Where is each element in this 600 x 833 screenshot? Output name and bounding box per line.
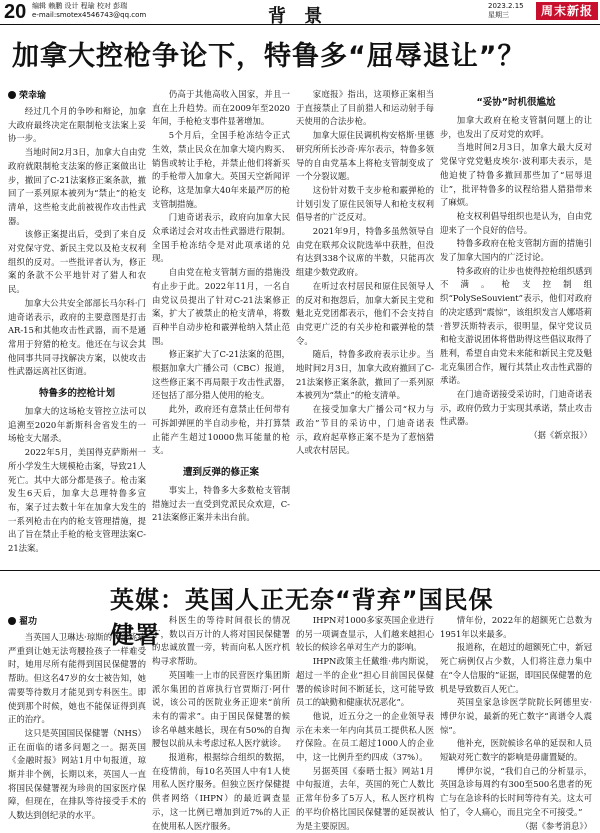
paragraph: 自由党在枪支管制方面的措施没有止步于此。2022年11月，一名自由党议员提出了针对C-21法案修正案，扩大了被禁止的枪支清单，将数百种半自动步枪和霰弹枪纳入禁止范围。 bbox=[152, 267, 290, 346]
paper-logo: 周末新报 bbox=[536, 2, 598, 20]
paragraph: 英国唯一上市的民营医疗集团斯派尔集团的首席执行官贾斯汀·阿什说，该公司的医院业务正迎来“前所未有的需求”。由于国民保健署的候诊名单越来越长，现在有50%的自掏腰包以前从未考虑过私人医疗就诊。 bbox=[152, 669, 290, 749]
page-number: 20 bbox=[4, 1, 27, 23]
paragraph: 加拿大原住民调机构安格斯·里德研究所所长沙奇·库尔表示，特鲁多领导的自由党基本上将枪支管制变成了一个分裂议题。 bbox=[296, 130, 434, 182]
article2-author: 翟功 bbox=[19, 617, 38, 627]
paragraph: 2022年5月，美国得克萨斯州一所小学发生大规模枪击案，导致21人死亡。其中大部分都是孩子。枪击案发生6天后，加拿大总理特鲁多宣布，案子过去数十年在加拿大发生的一系列枪击在内的枪支管理措施，提出了旨在禁止手枪的枪支管理法案C-21法案。 bbox=[8, 447, 146, 554]
email-line: e-mail:smotex4546743@qq.com bbox=[32, 11, 147, 19]
article1-headline: 加拿大控枪争论下，特鲁多“屈辱退让”？ bbox=[12, 41, 526, 72]
paragraph: 修正案扩大了C-21法案的范围，根据加拿大广播公司（CBC）报道，这些修正案不再局限于攻击性武器，还包括了部分猎人使用的枪支。 bbox=[152, 349, 290, 401]
paragraph: 事实上，特鲁多大多数枪支管制措施过去一直受到党派民众欢迎，C-21法案修正案并未出台前。 bbox=[152, 484, 290, 523]
byline-bullet-icon bbox=[8, 617, 16, 625]
article1-source: （据《新京报》） bbox=[529, 430, 592, 441]
paragraph: 家庭报》指出，这项修正案相当于直接禁止了目前猎人和运动射手每天使用的合法步枪。 bbox=[296, 89, 434, 127]
paragraph: 该修正案提出后，受到了来自反对党保守党、新民主党以及枪支权利组织的反对。一些批评者认为，修正案的条款不公平地针对了猎人和农民。 bbox=[8, 229, 146, 295]
paragraph: 5个月后，全国手枪冻结令正式生效，禁止民众在加拿大境内购买、销售或转让手枪，并禁止他们将新买的手枪带入加拿大。英国天空新闻评论称，这是加拿大40年来最严厉的枪支管制措施。 bbox=[152, 130, 290, 209]
paragraph: 特多政府的让步也使得控枪组织感到不满。枪支控制组织“PolySeSouvient”表示，他们对政府的决定感到“震惊”，该组织发言人娜塔莉·普罗沃斯特表示，很明显，保守党议员和枪支游说团体将借助得这些倡议取得了胜利，希望自由党未来能和新民主党及魁北克集团合作，履行其禁止攻击性武器的承诺。 bbox=[440, 265, 592, 386]
weekday: 星期三 bbox=[488, 11, 509, 19]
section-title: 背 景 bbox=[268, 6, 329, 27]
paragraph: 2021年9月，特鲁多虽然领导自由党在联邦众议院选举中获胜，但没有达到338个议席的半数，只能再次组建少数党政府。 bbox=[296, 226, 434, 278]
paragraph: 此外，政府还有意禁止任何带有可拆卸弹匣的半自动步枪，并打算禁止能产生超过10000焦耳能量的枪支。 bbox=[152, 404, 290, 456]
paragraph: 当地时间2月3日，加拿大最大反对党保守党党魁皮埃尔·波利耶夫表示，是他迫使了特鲁多撤回那些加了“屈辱退让”，批评特鲁多的议程给猎人猎猎带来了麻烦。 bbox=[440, 142, 592, 208]
paragraph: 加拿大政府在枪支管制问题上的让步，也发出了反对党的欢呼。 bbox=[440, 115, 592, 139]
article1-column-1 bbox=[8, 88, 146, 564]
article2-headline: 英媒：英国人正无奈“背弃”国民保健署 bbox=[110, 586, 494, 649]
article1-column-2 bbox=[152, 88, 290, 564]
paragraph: 博伊尔说，“我们自己的分析显示，英国急诊每周约有300至500名患者的死亡与在急诊科的长时间等待有关。这太可怕了，令人痛心，而且完全不可接受。” bbox=[440, 765, 592, 817]
paragraph: 加拿大的这场枪支管控立法可以追溯至2020年新斯科舍省发生的一场枪支大屠杀。 bbox=[8, 406, 146, 444]
paragraph: 当英国人卫琳达·琼斯的背部疼痛严重到让她无法弯腰捡孩子一样难受时，她用尽所有能得到国民保健署的帮助。但这名47岁的女士被告知，她需要等待数月才能见到专科医生。即使到那个时候，她也不能保证得到真正的治疗。 bbox=[8, 632, 146, 725]
paragraph: 报道称，在超过的超额死亡中，新冠死亡病例仅占少数，人们将注意力集中在“令人信服的”证据，即国民保健署的危机是导致数百人死亡。 bbox=[440, 642, 592, 694]
paragraph: 仍高于其他高收入国家，并且一直在上升趋势。而在2009年至2020年间，手枪枪支事件显著增加。 bbox=[152, 89, 290, 127]
date-info bbox=[488, 2, 524, 20]
paragraph: 当地时间2月3日，加拿大自由党政府就限制枪支法案的修正案做出让步，撤回了C-21法案修正案条款，撤回了一系列原本被列为“禁止”的枪支清单，这些枪支此前被视作攻击性武器。 bbox=[8, 147, 146, 226]
article2-column-1 bbox=[8, 614, 146, 822]
paragraph: 报道称，根据综合组织的数据，在疫情前，每10名英国人中有1人使用私人医疗服务。但独立医疗保健提供者网络（IHPN）的最近调查显示，这一比例已增加到近7%的人正在使用私人医疗服务。 bbox=[152, 752, 290, 831]
paragraph: 加拿大公共安全部部长马尔科·门迪奇诺表示，政府的主要意图是打击AR-15和其他攻击性武器，而不是通常用于狩猎的枪支。他还在与议会其他同事共同寻找解决方案，以使攻击性武器远离社区街道。 bbox=[8, 297, 146, 377]
editors-line: 编辑 赖鹏 设计 程瑜 校对 彭瑞 bbox=[32, 2, 128, 10]
article1-byline bbox=[8, 88, 146, 101]
paragraph: 英国皇家急诊医学院院长阿德里安·博伊尔说，最新的死亡数字“离谱令人震惊”。 bbox=[440, 697, 592, 735]
paragraph: 随后，特鲁多政府表示让步。当地时间2月3日，加拿大政府撤回了C-21法案修正案条款，撤回了一系列原本被列为“禁止”的枪支清单。 bbox=[296, 349, 434, 401]
paragraph: 特鲁多政府在枪支管制方面的措施引发了加拿大国内的广泛讨论。 bbox=[440, 238, 592, 263]
article1-column-4 bbox=[440, 88, 592, 564]
article2-source: （据《参考消息》） bbox=[520, 820, 592, 831]
article1-author: 荣幸瑜 bbox=[19, 91, 47, 101]
paragraph: 他说，近五分之一的企业领导表示在未来一年内向其员工提供私人医疗保险。在员工超过1000人的企业中，这一比例升至约四成（37%）。 bbox=[296, 710, 434, 763]
paragraph: 在接受加拿大广播公司“权力与政治”节目的采访中，门迪奇诺表示，政府起草修正案不是为了惹恼猎人或农村居民。 bbox=[296, 404, 434, 456]
paragraph: 在听过农村居民和原住民领导人的反对和抱怨后，加拿大新民主党和魁北克党团都表示，他们不会支持自由党更广泛的有关步枪和霰弹枪的禁令。 bbox=[296, 280, 434, 346]
paragraph: 在门迪奇诺接受采访时，门迪奇诺表示，政府仍致力于实现其承诺，禁止攻击性武器。 bbox=[440, 389, 592, 427]
article1-subhead-1: 特鲁多的控枪计划 bbox=[38, 388, 115, 400]
date: 2023.2.15 bbox=[488, 2, 524, 10]
paragraph: 他补充，医院候诊名单的延误和人员短缺对死亡数字的影响是毋庸置疑的。 bbox=[440, 738, 592, 763]
article2-byline bbox=[8, 614, 146, 627]
paragraph: 这份针对数千支步枪和霰弹枪的计划引发了原住民领导人和枪支权利倡导者的广泛反对。 bbox=[296, 184, 434, 223]
paragraph: 枪支权利倡导组织也是认为，自由党迎来了一个良好的信号。 bbox=[440, 210, 592, 235]
paragraph: 科医生的等待时间很长的情况下，数以百万计的人将对国民保健署的忠诚放置一旁，转而向私人医疗机构寻求帮助。 bbox=[152, 615, 290, 667]
article1-subhead-2: 遭到反弹的修正案 bbox=[182, 466, 259, 478]
article2-column-2 bbox=[152, 614, 290, 831]
article2-column-3 bbox=[296, 614, 434, 831]
paragraph: 情年份，2022年的超额死亡总数为1951年以来最多。 bbox=[440, 615, 592, 639]
article1-column-3 bbox=[296, 88, 434, 564]
paragraph: IHPN政策主任戴维·弗内斯说，超过一半的企业“担心目前国民保健署的候诊时间不断延长，这可能导致员工的缺勤和健康状况恶化”。 bbox=[296, 656, 434, 708]
article2-column-4 bbox=[440, 614, 592, 831]
paragraph: IHPN对1000多家英国企业进行的另一项调查显示，人们越来越担心较长的候诊名单对生产力的影响。 bbox=[296, 615, 434, 653]
paragraph: 门迪奇诺表示，政府向加拿大民众承诺过会对攻击性武器进行限制。全国手枪冻结令是对此项承诺的兑现。 bbox=[152, 212, 290, 264]
section-divider bbox=[0, 570, 600, 571]
masthead bbox=[0, 0, 600, 25]
byline-bullet-icon bbox=[8, 91, 16, 99]
editor-credits bbox=[32, 2, 146, 20]
paragraph: 这只是英国国民保健署（NHS）正在面临的诸多问题之一。据英国《金融时报》网站1月中旬报道，琼斯并非个例，长期以来，英国人一直将国民保健署视为珍贵的国家医疗保障，但现在，在排队等待接受手术的人数达到创纪录的水平。 bbox=[8, 727, 146, 821]
paragraph: 另据英国《泰晤士报》网站1月中旬报道，去年，英国的死亡人数比正常年份多了5万人，私人医疗机构的平均价格比国民保健署的延误被认为是主要原因。 bbox=[296, 765, 434, 831]
paragraph: 经过几个月的争吵和辩论，加拿大政府最终决定在限制枪支法案上妥协一步。 bbox=[8, 106, 146, 144]
article1-subhead-3: “妥协”时机很尴尬 bbox=[476, 97, 556, 108]
